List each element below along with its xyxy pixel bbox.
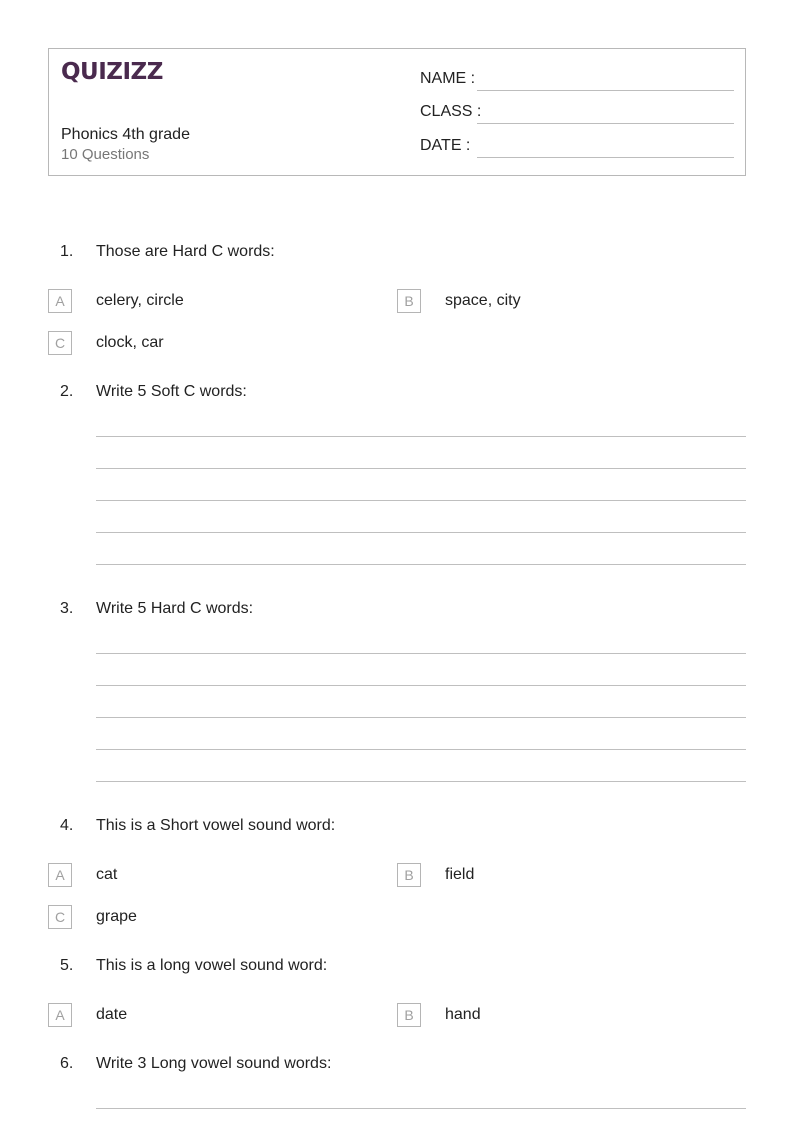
question-text: This is a long vowel sound word: [96,957,328,974]
class-line[interactable] [477,123,734,124]
worksheet-title: Phonics 4th grade [61,126,190,143]
answer-line[interactable] [96,500,746,501]
option-letter-box[interactable]: A [48,289,72,313]
option-text: field [445,866,475,883]
option-text: grape [96,908,137,925]
name-field[interactable] [420,67,734,91]
option-letter-box[interactable]: B [397,1003,421,1027]
option-text: hand [445,1006,481,1023]
option-text: clock, car [96,334,164,351]
option-text: celery, circle [96,292,184,309]
answer-line[interactable] [96,532,746,533]
question-text: Write 3 Long vowel sound words: [96,1055,332,1072]
name-label: NAME : [420,70,476,87]
option-text: space, city [445,292,521,309]
question-number: 1. [60,243,74,260]
question-number: 3. [60,600,74,617]
question-number: 5. [60,957,74,974]
question-text: This is a Short vowel sound word: [96,817,336,834]
answer-line[interactable] [96,685,746,686]
option-letter-box[interactable]: A [48,863,72,887]
answer-line[interactable] [96,781,746,782]
option-letter-box[interactable]: A [48,1003,72,1027]
question-text: Write 5 Soft C words: [96,383,247,400]
quizizz-logo: QUIZIZZ [61,59,163,85]
answer-line[interactable] [96,436,746,437]
question-text: Write 5 Hard C words: [96,600,254,617]
name-line[interactable] [477,90,734,91]
question-number: 4. [60,817,74,834]
answer-line[interactable] [96,653,746,654]
option-letter-box[interactable]: B [397,289,421,313]
class-field[interactable] [420,100,734,124]
class-label: CLASS : [420,103,482,120]
question-text: Those are Hard C words: [96,243,275,260]
option-text: date [96,1006,128,1023]
date-line[interactable] [477,157,734,158]
question-number: 2. [60,383,74,400]
option-letter-box[interactable]: C [48,331,72,355]
option-text: cat [96,866,118,883]
answer-line[interactable] [96,564,746,565]
answer-line[interactable] [96,468,746,469]
date-field[interactable] [420,134,734,158]
answer-line[interactable] [96,749,746,750]
worksheet-header [48,48,746,176]
answer-line[interactable] [96,717,746,718]
answer-line[interactable] [96,1108,746,1109]
option-letter-box[interactable]: B [397,863,421,887]
question-number: 6. [60,1055,74,1072]
option-letter-box[interactable]: C [48,905,72,929]
question-count: 10 Questions [61,146,150,163]
date-label: DATE : [420,137,471,154]
